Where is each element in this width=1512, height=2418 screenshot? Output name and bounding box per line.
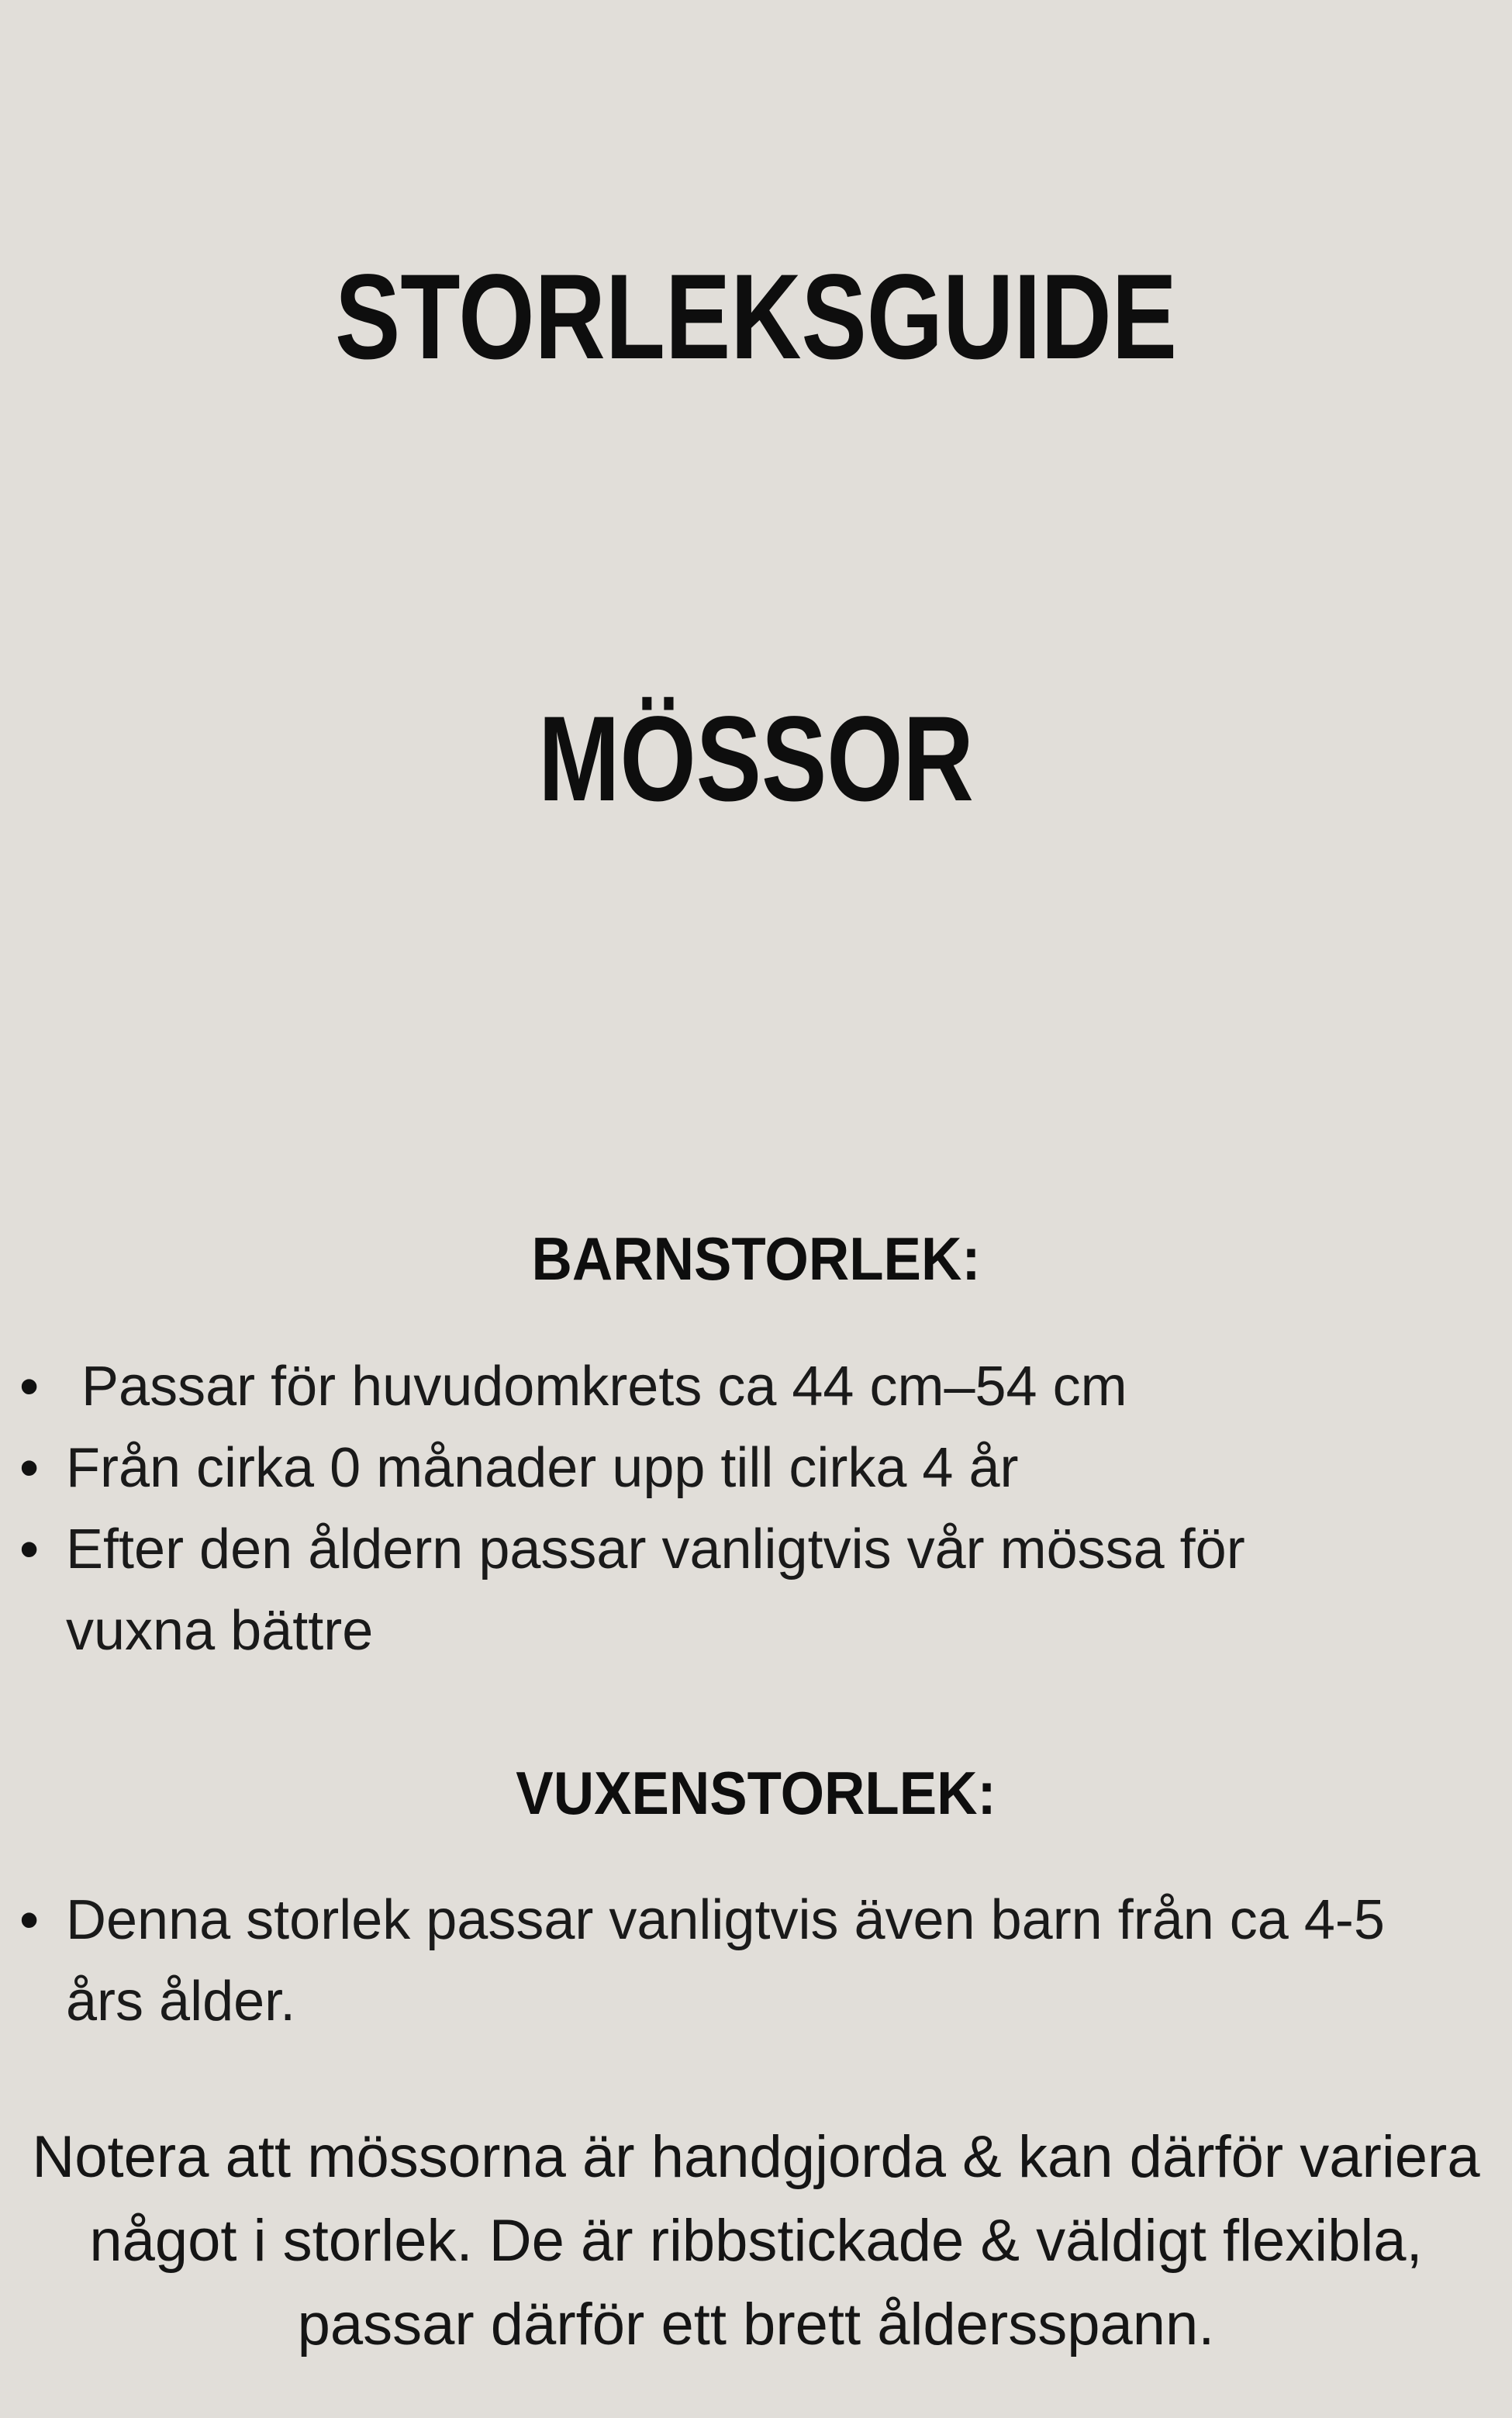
bullet-text-line: Denna storlek passar vanligtvis även barn från ca 4-5 — [66, 1889, 1385, 1952]
vuxenstorlek-bullet-list — [0, 1880, 1512, 2043]
barnstorlek-bullet-list — [0, 1346, 1512, 1672]
list-item — [19, 1428, 1508, 1509]
list-item — [19, 1509, 1508, 1672]
bullet-text — [66, 1880, 1508, 2043]
note-line: Notera att mössorna är handgjorda & kan därför variera — [32, 2124, 1480, 2191]
note-line: passar därför ett brett åldersspann. — [297, 2292, 1215, 2358]
note-line: något i storlek. De är ribbstickade & väldigt flexibla, — [89, 2208, 1423, 2275]
heading-vuxenstorlek: VUXENSTORLEK: — [516, 1758, 996, 1827]
bullet-icon: • — [19, 1889, 40, 1952]
heading-barnstorlek: BARNSTORLEK: — [531, 1225, 981, 1293]
section-barnstorlek — [0, 1222, 1512, 1672]
bullet-icon: • — [19, 1355, 40, 1418]
section-vuxenstorlek — [0, 1757, 1512, 2043]
note-paragraph — [0, 2116, 1512, 2367]
page-title-line-2: MÖSSOR — [538, 692, 974, 827]
page-title-line-1: STORLEKSGUIDE — [335, 250, 1177, 385]
bullet-text-line: Från cirka 0 månader upp till cirka 4 år — [66, 1436, 1019, 1499]
page-title — [143, 0, 1369, 1128]
list-item — [19, 1346, 1508, 1428]
bullet-icon: • — [19, 1436, 40, 1499]
bullet-text — [66, 1428, 1508, 1509]
list-item — [19, 1880, 1508, 2043]
bullet-text — [66, 1346, 1508, 1428]
bullet-text-line: Passar för huvudomkrets ca 44 cm–54 cm — [66, 1355, 1127, 1418]
bullet-icon: • — [19, 1518, 40, 1580]
bullet-text-line: års ålder. — [66, 1971, 296, 2033]
bullet-text — [66, 1509, 1508, 1672]
bullet-text-line: vuxna bättre — [66, 1599, 374, 1662]
bullet-text-line: Efter den åldern passar vanligtvis vår mössa för — [66, 1518, 1245, 1580]
